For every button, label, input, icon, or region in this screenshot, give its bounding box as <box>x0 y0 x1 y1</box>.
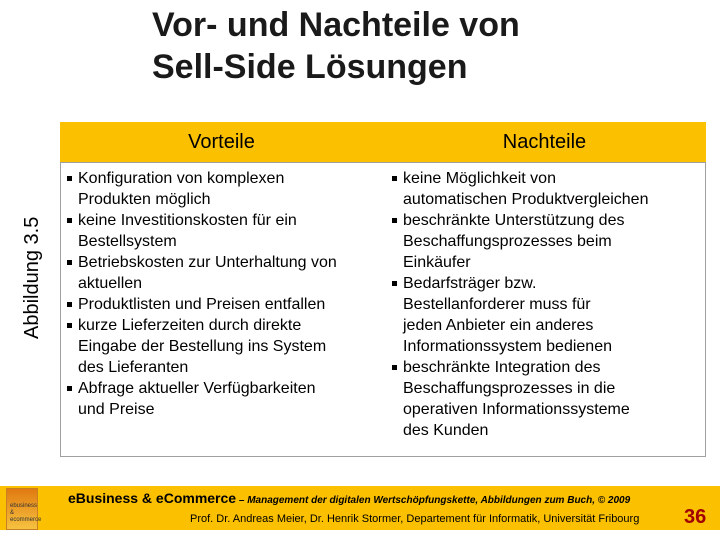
list-item-line: Produktlisten und Preisen entfallen <box>78 296 326 313</box>
list-item-line: keine Investitionskosten für ein <box>78 212 297 229</box>
list-item <box>66 378 378 420</box>
list-item-line: und Preise <box>78 401 155 418</box>
list-item-line: Bestellanforderer muss für <box>403 296 591 313</box>
list-item-line: automatischen Produktvergleichen <box>403 191 649 208</box>
header-vorteile: Vorteile <box>188 131 255 153</box>
list-item <box>391 273 703 357</box>
list-item-line: beschränkte Unterstützung des <box>403 212 625 229</box>
list-item-line: keine Möglichkeit von <box>403 170 556 187</box>
list-item-line: Einkäufer <box>403 254 471 271</box>
list-item-line: Abfrage aktueller Verfügbarkeiten <box>78 380 316 397</box>
list-item-line: Betriebskosten zur Unterhaltung von <box>78 254 337 271</box>
title-line-2: Sell-Side Lösungen <box>152 48 468 86</box>
list-item <box>66 315 378 378</box>
logo-text: ebusiness & ecommerce <box>10 503 42 523</box>
list-item-line: Beschaffungsprozesses beim <box>403 233 612 250</box>
list-item-line: des Lieferanten <box>78 359 189 376</box>
nachteile-column <box>391 168 703 441</box>
footer-brand: eBusiness & eCommerce <box>68 490 237 506</box>
list-item-line: des Kunden <box>403 422 489 439</box>
title-line-1: Vor- und Nachteile von <box>152 6 520 44</box>
footer-authors: Prof. Dr. Andreas Meier, Dr. Henrik Stormer, Departement für Informatik, Universität Fribourg <box>190 513 640 525</box>
footer-subtitle: – Management der digitalen Wertschöpfungskette, Abbildungen zum Buch, © 2009 <box>236 495 631 506</box>
list-item <box>66 294 378 315</box>
list-item-line: Bestellsystem <box>78 233 177 250</box>
list-item <box>391 357 703 441</box>
list-item-line: Konfiguration von komplexen <box>78 170 285 187</box>
list-item-line: Beschaffungsprozesses in die <box>403 380 616 397</box>
slide-title <box>152 4 520 88</box>
list-item-line: aktuellen <box>78 275 143 292</box>
list-item <box>66 252 378 294</box>
nachteile-list <box>391 168 703 441</box>
page-number: 36 <box>684 506 707 528</box>
list-item-line: Informationssystem bedienen <box>403 338 612 355</box>
list-item-line: Produkten möglich <box>78 191 211 208</box>
list-item-line: Eingabe der Bestellung ins System <box>78 338 327 355</box>
vorteile-list <box>66 168 378 420</box>
table-header <box>60 122 706 162</box>
list-item-line: Bedarfsträger bzw. <box>403 275 537 292</box>
list-item-line: operativen Informationssysteme <box>403 401 630 418</box>
vorteile-column <box>66 168 378 420</box>
list-item-line: beschränkte Integration des <box>403 359 601 376</box>
figure-label: Abbildung 3.5 <box>21 216 43 339</box>
list-item <box>66 210 378 252</box>
list-item <box>391 210 703 273</box>
list-item <box>66 168 378 210</box>
list-item-line: jeden Anbieter ein anderes <box>403 317 594 334</box>
footer-line-1 <box>68 489 630 510</box>
comparison-table <box>60 122 706 457</box>
list-item-line: kurze Lieferzeiten durch direkte <box>78 317 302 334</box>
list-item <box>391 168 703 210</box>
header-nachteile: Nachteile <box>502 131 587 153</box>
book-logo <box>6 488 42 530</box>
